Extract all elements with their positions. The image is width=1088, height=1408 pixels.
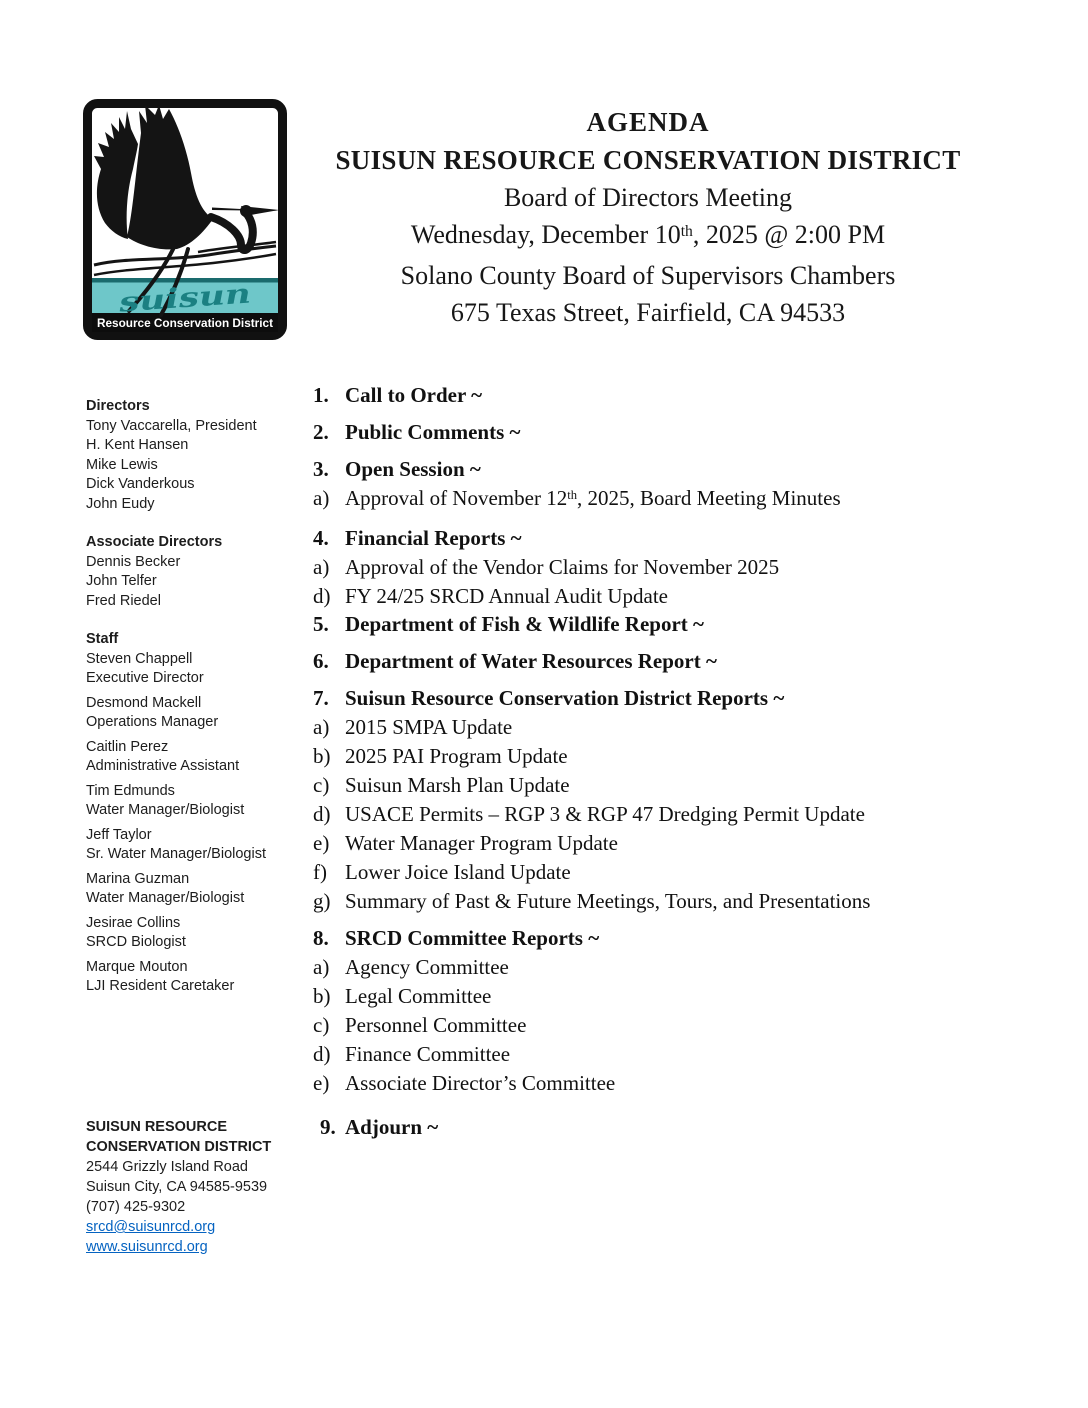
roster-member: John Telfer	[86, 573, 157, 589]
staff-name: Marque Mouton	[86, 958, 188, 975]
agenda-subitem	[313, 487, 1003, 513]
agenda-item-number: 6.	[313, 649, 329, 673]
agenda-subitem	[313, 745, 1003, 768]
agenda-subitem-letter: f)	[313, 860, 327, 884]
agenda-subitem	[313, 556, 1003, 579]
roster-heading-staff: Staff	[86, 631, 119, 647]
agenda-subitem-letter: d)	[313, 584, 331, 608]
agenda-subitem-letter: b)	[313, 744, 331, 768]
agenda-subitem-text: Associate Director’s Committee	[345, 1071, 616, 1095]
contact-website-row	[86, 1237, 328, 1257]
staff-name: Tim Edmunds	[86, 782, 175, 799]
agenda-subitem-letter: d)	[313, 802, 331, 826]
agenda-item-number: 8.	[313, 926, 329, 950]
agenda-subitem-letter: a)	[313, 955, 330, 979]
agenda-subitem-letter: e)	[313, 1071, 330, 1095]
agenda-subitem-letter: c)	[313, 773, 330, 797]
agenda-subitem	[313, 890, 1003, 913]
agenda-item	[313, 687, 1003, 710]
agenda-item-number: 5.	[313, 612, 329, 636]
agenda-subitem-text: Lower Joice Island Update	[345, 860, 571, 884]
staff-title: Operations Manager	[86, 714, 219, 730]
agenda-subitem-text: Finance Committee	[345, 1042, 511, 1066]
agenda-item-number: 9.	[320, 1115, 336, 1139]
staff-entry	[86, 694, 328, 733]
roster-spacer	[86, 514, 328, 533]
heron-logo-icon	[83, 99, 287, 340]
agenda-subitem	[313, 716, 1003, 739]
document-header	[318, 103, 978, 331]
contact-website-link[interactable]: www.suisunrcd.org	[86, 1239, 208, 1255]
agenda-subitem	[313, 803, 1003, 826]
contact-email-row	[86, 1217, 328, 1237]
roster-member: Dennis Becker	[86, 553, 181, 570]
roster-member: Dick Vanderkous	[86, 476, 195, 492]
staff-title: SRCD Biologist	[86, 934, 186, 950]
logo-script-text: suisun	[118, 280, 220, 319]
agenda-subitem-text: Summary of Past & Future Meetings, Tours, and Presentations	[345, 889, 871, 913]
agenda-item-number: 7.	[313, 686, 329, 710]
meeting-type: Board of Directors Meeting	[503, 183, 793, 212]
logo-band-text: Resource Conservation District	[97, 318, 274, 330]
staff-name: Steven Chappell	[86, 650, 193, 667]
agenda-item-title: SRCD Committee Reports ~	[345, 926, 600, 950]
roster-member: Fred Riedel	[86, 592, 161, 609]
staff-name: Jesirae Collins	[86, 914, 181, 931]
agenda-item	[313, 527, 1003, 550]
agenda-item-title: Adjourn ~	[345, 1115, 439, 1139]
agenda-subitem-letter: d)	[313, 1042, 331, 1066]
agenda-subitem-letter: a)	[313, 555, 330, 579]
staff-entry	[86, 650, 328, 689]
agenda-item	[313, 458, 1003, 481]
agenda-item-number: 1.	[313, 383, 329, 407]
meeting-location: Solano County Board of Supervisors Chambers	[400, 261, 896, 290]
agenda-subitem-letter: b)	[313, 984, 331, 1008]
contact-org-line1: SUISUN RESOURCE	[86, 1119, 227, 1135]
page-title: AGENDA	[586, 107, 710, 137]
organization-name: SUISUN RESOURCE CONSERVATION DISTRICT	[335, 145, 961, 175]
agenda-subitem	[313, 774, 1003, 797]
roster-member: Mike Lewis	[86, 456, 158, 473]
agenda-item-title: Department of Fish & Wildlife Report ~	[345, 612, 704, 636]
agenda-subitem-letter: a)	[313, 715, 330, 739]
staff-entry	[86, 738, 328, 777]
agenda-subitem	[313, 1043, 1003, 1066]
staff-title: LJI Resident Caretaker	[86, 978, 235, 994]
contact-address-line1: 2544 Grizzly Island Road	[86, 1159, 248, 1175]
staff-name: Caitlin Perez	[86, 738, 169, 755]
roster-heading-directors: Directors	[86, 398, 150, 414]
staff-entry	[86, 826, 328, 865]
agenda-item-title: Department of Water Resources Report ~	[345, 649, 717, 673]
agenda-subitem-text: 2015 SMPA Update	[345, 715, 513, 739]
agenda-item-title: Financial Reports ~	[345, 526, 522, 550]
staff-title: Administrative Assistant	[86, 758, 240, 774]
staff-name: Jeff Taylor	[86, 826, 152, 843]
agenda-subitem-text: USACE Permits – RGP 3 & RGP 47 Dredging Permit Update	[345, 802, 865, 826]
agenda-item	[313, 1116, 1003, 1139]
roster-sidebar	[86, 397, 328, 1002]
agenda-subitem-text: Approval of the Vendor Claims for November 2025	[345, 555, 780, 579]
agenda-subitem-text: FY 24/25 SRCD Annual Audit Update	[345, 584, 668, 608]
staff-name: Desmond Mackell	[86, 694, 202, 711]
staff-title: Water Manager/Biologist	[86, 802, 245, 818]
agenda-subitem-text: Suisun Marsh Plan Update	[345, 773, 570, 797]
agenda-subitem-text: 2025 PAI Program Update	[345, 744, 568, 768]
contact-block	[86, 1117, 328, 1257]
agenda-subitem	[313, 1014, 1003, 1037]
staff-name: Marina Guzman	[86, 870, 190, 887]
agenda-subitem-letter: a)	[313, 486, 330, 510]
roster-member: Tony Vaccarella, President	[86, 417, 257, 434]
agenda-item-number: 3.	[313, 457, 329, 481]
agenda-item-number: 2.	[313, 420, 329, 444]
roster-heading-associate-directors: Associate Directors	[86, 534, 223, 550]
contact-address-line2: Suisun City, CA 94585-9539	[86, 1179, 268, 1195]
staff-title: Executive Director	[86, 670, 204, 686]
agenda-item	[313, 650, 1003, 673]
agenda-item	[313, 384, 1003, 407]
meeting-address: 675 Texas Street, Fairfield, CA 94533	[450, 298, 846, 327]
agenda-item-title: Call to Order ~	[345, 383, 483, 407]
agenda-subitem	[313, 861, 1003, 884]
agenda-subitem-letter: c)	[313, 1013, 330, 1037]
contact-phone: (707) 425-9302	[86, 1199, 186, 1215]
roster-spacer	[86, 611, 328, 630]
srcd-logo	[83, 99, 287, 340]
contact-org-line2: CONSERVATION DISTRICT	[86, 1139, 272, 1155]
agenda-subitem	[313, 832, 1003, 855]
roster-member: John Eudy	[86, 495, 155, 512]
agenda-subitem-letter: e)	[313, 831, 330, 855]
agenda-item	[313, 421, 1003, 444]
agenda-item	[313, 613, 1003, 636]
agenda-item-number: 4.	[313, 526, 329, 550]
agenda-list	[313, 384, 1003, 1139]
agenda-subitem-letter: g)	[313, 889, 331, 913]
roster-member: H. Kent Hansen	[86, 437, 189, 453]
contact-email-link[interactable]: srcd@suisunrcd.org	[86, 1219, 216, 1235]
staff-entry	[86, 782, 328, 821]
agenda-subitem-text: Water Manager Program Update	[345, 831, 618, 855]
agenda-item	[313, 927, 1003, 950]
agenda-item-title: Open Session ~	[345, 457, 481, 481]
staff-entry	[86, 914, 328, 953]
staff-title: Water Manager/Biologist	[86, 890, 245, 906]
staff-title: Sr. Water Manager/Biologist	[86, 846, 266, 862]
agenda-item-title: Public Comments ~	[345, 420, 521, 444]
agenda-item-title: Suisun Resource Conservation District Reports ~	[345, 686, 785, 710]
agenda-subitem	[313, 985, 1003, 1008]
staff-entry	[86, 958, 328, 997]
meeting-datetime: Wednesday, December 10th, 2025 @ 2:00 PM	[410, 220, 886, 249]
agenda-subitem	[313, 585, 1003, 608]
agenda-subitem-text: Approval of November 12th, 2025, Board Meeting Minutes	[345, 486, 841, 510]
agenda-subitem	[313, 956, 1003, 979]
staff-entry	[86, 870, 328, 909]
agenda-subitem-text: Legal Committee	[345, 984, 492, 1008]
agenda-subitem-text: Personnel Committee	[345, 1013, 527, 1037]
agenda-subitem	[313, 1072, 1003, 1095]
agenda-subitem-text: Agency Committee	[345, 955, 509, 979]
